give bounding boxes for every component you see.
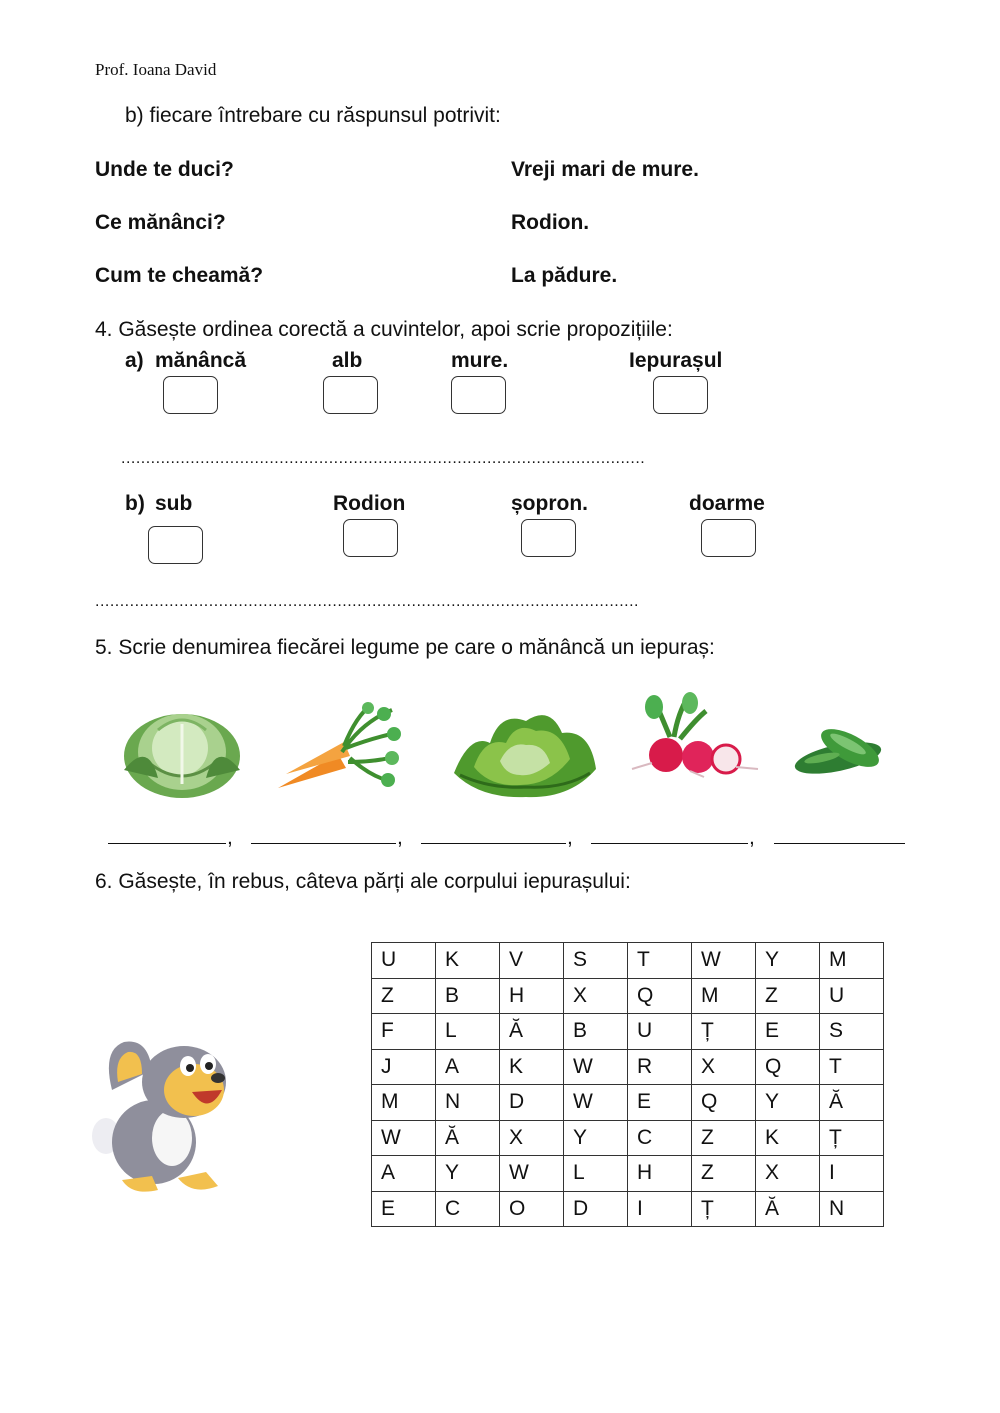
grid-cell[interactable]: W [500,1156,564,1192]
comma-1: , [227,826,233,849]
ex4b-order-box-2[interactable] [343,519,398,557]
answer-2: Rodion. [511,211,590,234]
grid-cell[interactable]: B [436,978,500,1014]
question-3: Cum te cheamă? [95,264,264,287]
grid-cell[interactable]: X [500,1120,564,1156]
question-1: Unde te duci? [95,158,234,181]
ex4a-word-2: alb [332,349,363,372]
grid-cell[interactable]: Y [756,1085,820,1121]
grid-cell[interactable]: W [564,1049,628,1085]
ex4a-label: a) [125,349,144,372]
grid-cell[interactable]: W [372,1120,436,1156]
ex4-title: 4. Găsește ordinea corectă a cuvintelor, apoi scrie propozițiile: [95,318,673,341]
ex4a-answer-line[interactable]: .......................................................................................................... [121,450,646,467]
grid-row [372,978,884,1014]
lettuce-icon [450,703,600,799]
grid-cell[interactable]: A [436,1049,500,1085]
ex4b-order-box-4[interactable] [701,519,756,557]
word-search-grid [371,942,884,1227]
grid-cell[interactable]: Ă [500,1014,564,1050]
vegetable-answer-1[interactable] [108,843,226,844]
grid-cell[interactable]: J [372,1049,436,1085]
grid-row [372,943,884,979]
radish-icon [630,693,760,779]
grid-cell[interactable]: L [564,1156,628,1192]
grid-cell[interactable]: Ț [692,1191,756,1227]
grid-row [372,1120,884,1156]
ex4a-order-box-1[interactable] [163,376,218,414]
grid-cell[interactable]: Z [372,978,436,1014]
ex4b-answer-line[interactable]: .............................................................................................................. [95,593,639,610]
section-b-instruction: b) fiecare întrebare cu răspunsul potrivit: [125,104,501,127]
grid-cell[interactable]: V [500,943,564,979]
vegetable-answer-5[interactable] [774,843,905,844]
grid-cell[interactable]: E [756,1014,820,1050]
grid-cell[interactable]: Y [756,943,820,979]
grid-cell[interactable]: Q [756,1049,820,1085]
grid-row [372,1049,884,1085]
answer-1: Vreji mari de mure. [511,158,699,181]
grid-cell[interactable]: Y [436,1156,500,1192]
ex6-title: 6. Găsește, în rebus, câteva părți ale corpului iepurașului: [95,870,631,893]
ex4a-word-1: mănâncă [155,349,247,372]
grid-cell[interactable]: F [372,1014,436,1050]
comma-4: , [749,826,755,849]
grid-cell[interactable]: Ă [436,1120,500,1156]
grid-cell[interactable]: R [628,1049,692,1085]
ex4b-word-2: Rodion [333,492,406,515]
grid-cell[interactable]: U [372,943,436,979]
carrot-icon [272,702,404,798]
grid-cell[interactable]: W [564,1085,628,1121]
ex4b-word-4: doarme [689,492,765,515]
grid-cell[interactable]: X [692,1049,756,1085]
grid-cell[interactable]: D [564,1191,628,1227]
ex4b-order-box-1[interactable] [148,526,203,564]
grid-row [372,1191,884,1227]
grid-cell[interactable]: Ț [820,1120,884,1156]
vegetable-answer-4[interactable] [591,843,748,844]
vegetable-answer-2[interactable] [251,843,396,844]
author-name: Prof. Ioana David [95,60,217,79]
grid-cell[interactable]: Q [692,1085,756,1121]
grid-cell[interactable]: Q [628,978,692,1014]
ex4b-word-1: sub [155,492,193,515]
ex4a-order-box-2[interactable] [323,376,378,414]
grid-row [372,1085,884,1121]
grid-cell[interactable]: M [372,1085,436,1121]
grid-cell[interactable]: M [820,943,884,979]
grid-cell[interactable]: H [500,978,564,1014]
comma-3: , [567,826,573,849]
grid-cell[interactable]: M [692,978,756,1014]
grid-cell[interactable]: K [500,1049,564,1085]
grid-cell[interactable]: U [628,1014,692,1050]
question-2: Ce mănânci? [95,211,226,234]
grid-cell[interactable]: S [564,943,628,979]
rabbit-icon [92,1020,232,1198]
vegetable-answer-3[interactable] [421,843,566,844]
grid-cell[interactable]: E [628,1085,692,1121]
answer-3: La pădure. [511,264,618,287]
grid-cell[interactable]: I [820,1156,884,1192]
grid-cell[interactable]: T [820,1049,884,1085]
grid-cell[interactable]: E [372,1191,436,1227]
grid-cell[interactable]: H [628,1156,692,1192]
grid-cell[interactable]: N [820,1191,884,1227]
grid-cell[interactable]: I [628,1191,692,1227]
grid-cell[interactable]: X [564,978,628,1014]
grid-cell[interactable]: S [820,1014,884,1050]
ex4a-word-4: Iepurașul [629,349,723,372]
grid-cell[interactable]: N [436,1085,500,1121]
grid-cell[interactable]: C [628,1120,692,1156]
grid-cell[interactable]: L [436,1014,500,1050]
comma-2: , [397,826,403,849]
grid-cell[interactable]: D [500,1085,564,1121]
grid-cell[interactable]: W [692,943,756,979]
grid-cell[interactable]: K [436,943,500,979]
grid-cell[interactable]: T [628,943,692,979]
grid-row [372,1156,884,1192]
grid-cell[interactable]: X [756,1156,820,1192]
grid-cell[interactable]: A [372,1156,436,1192]
grid-cell[interactable]: Ț [692,1014,756,1050]
ex4a-word-3: mure. [451,349,509,372]
cucumber-icon [792,722,884,780]
grid-cell[interactable]: Y [564,1120,628,1156]
grid-cell[interactable]: U [820,978,884,1014]
ex4b-label: b) [125,492,145,515]
grid-cell[interactable]: B [564,1014,628,1050]
grid-cell[interactable]: O [500,1191,564,1227]
ex4a-order-box-3[interactable] [451,376,506,414]
grid-cell[interactable]: Z [692,1156,756,1192]
grid-cell[interactable]: C [436,1191,500,1227]
ex4b-order-box-3[interactable] [521,519,576,557]
grid-cell[interactable]: Ă [820,1085,884,1121]
ex4b-word-3: șopron. [511,492,588,515]
ex5-title: 5. Scrie denumirea fiecărei legume pe care o mănâncă un iepuraș: [95,636,715,659]
grid-cell[interactable]: K [756,1120,820,1156]
grid-cell[interactable]: Ă [756,1191,820,1227]
grid-row [372,1014,884,1050]
cabbage-icon [118,700,246,802]
grid-cell[interactable]: Z [692,1120,756,1156]
ex4a-order-box-4[interactable] [653,376,708,414]
grid-cell[interactable]: Z [756,978,820,1014]
